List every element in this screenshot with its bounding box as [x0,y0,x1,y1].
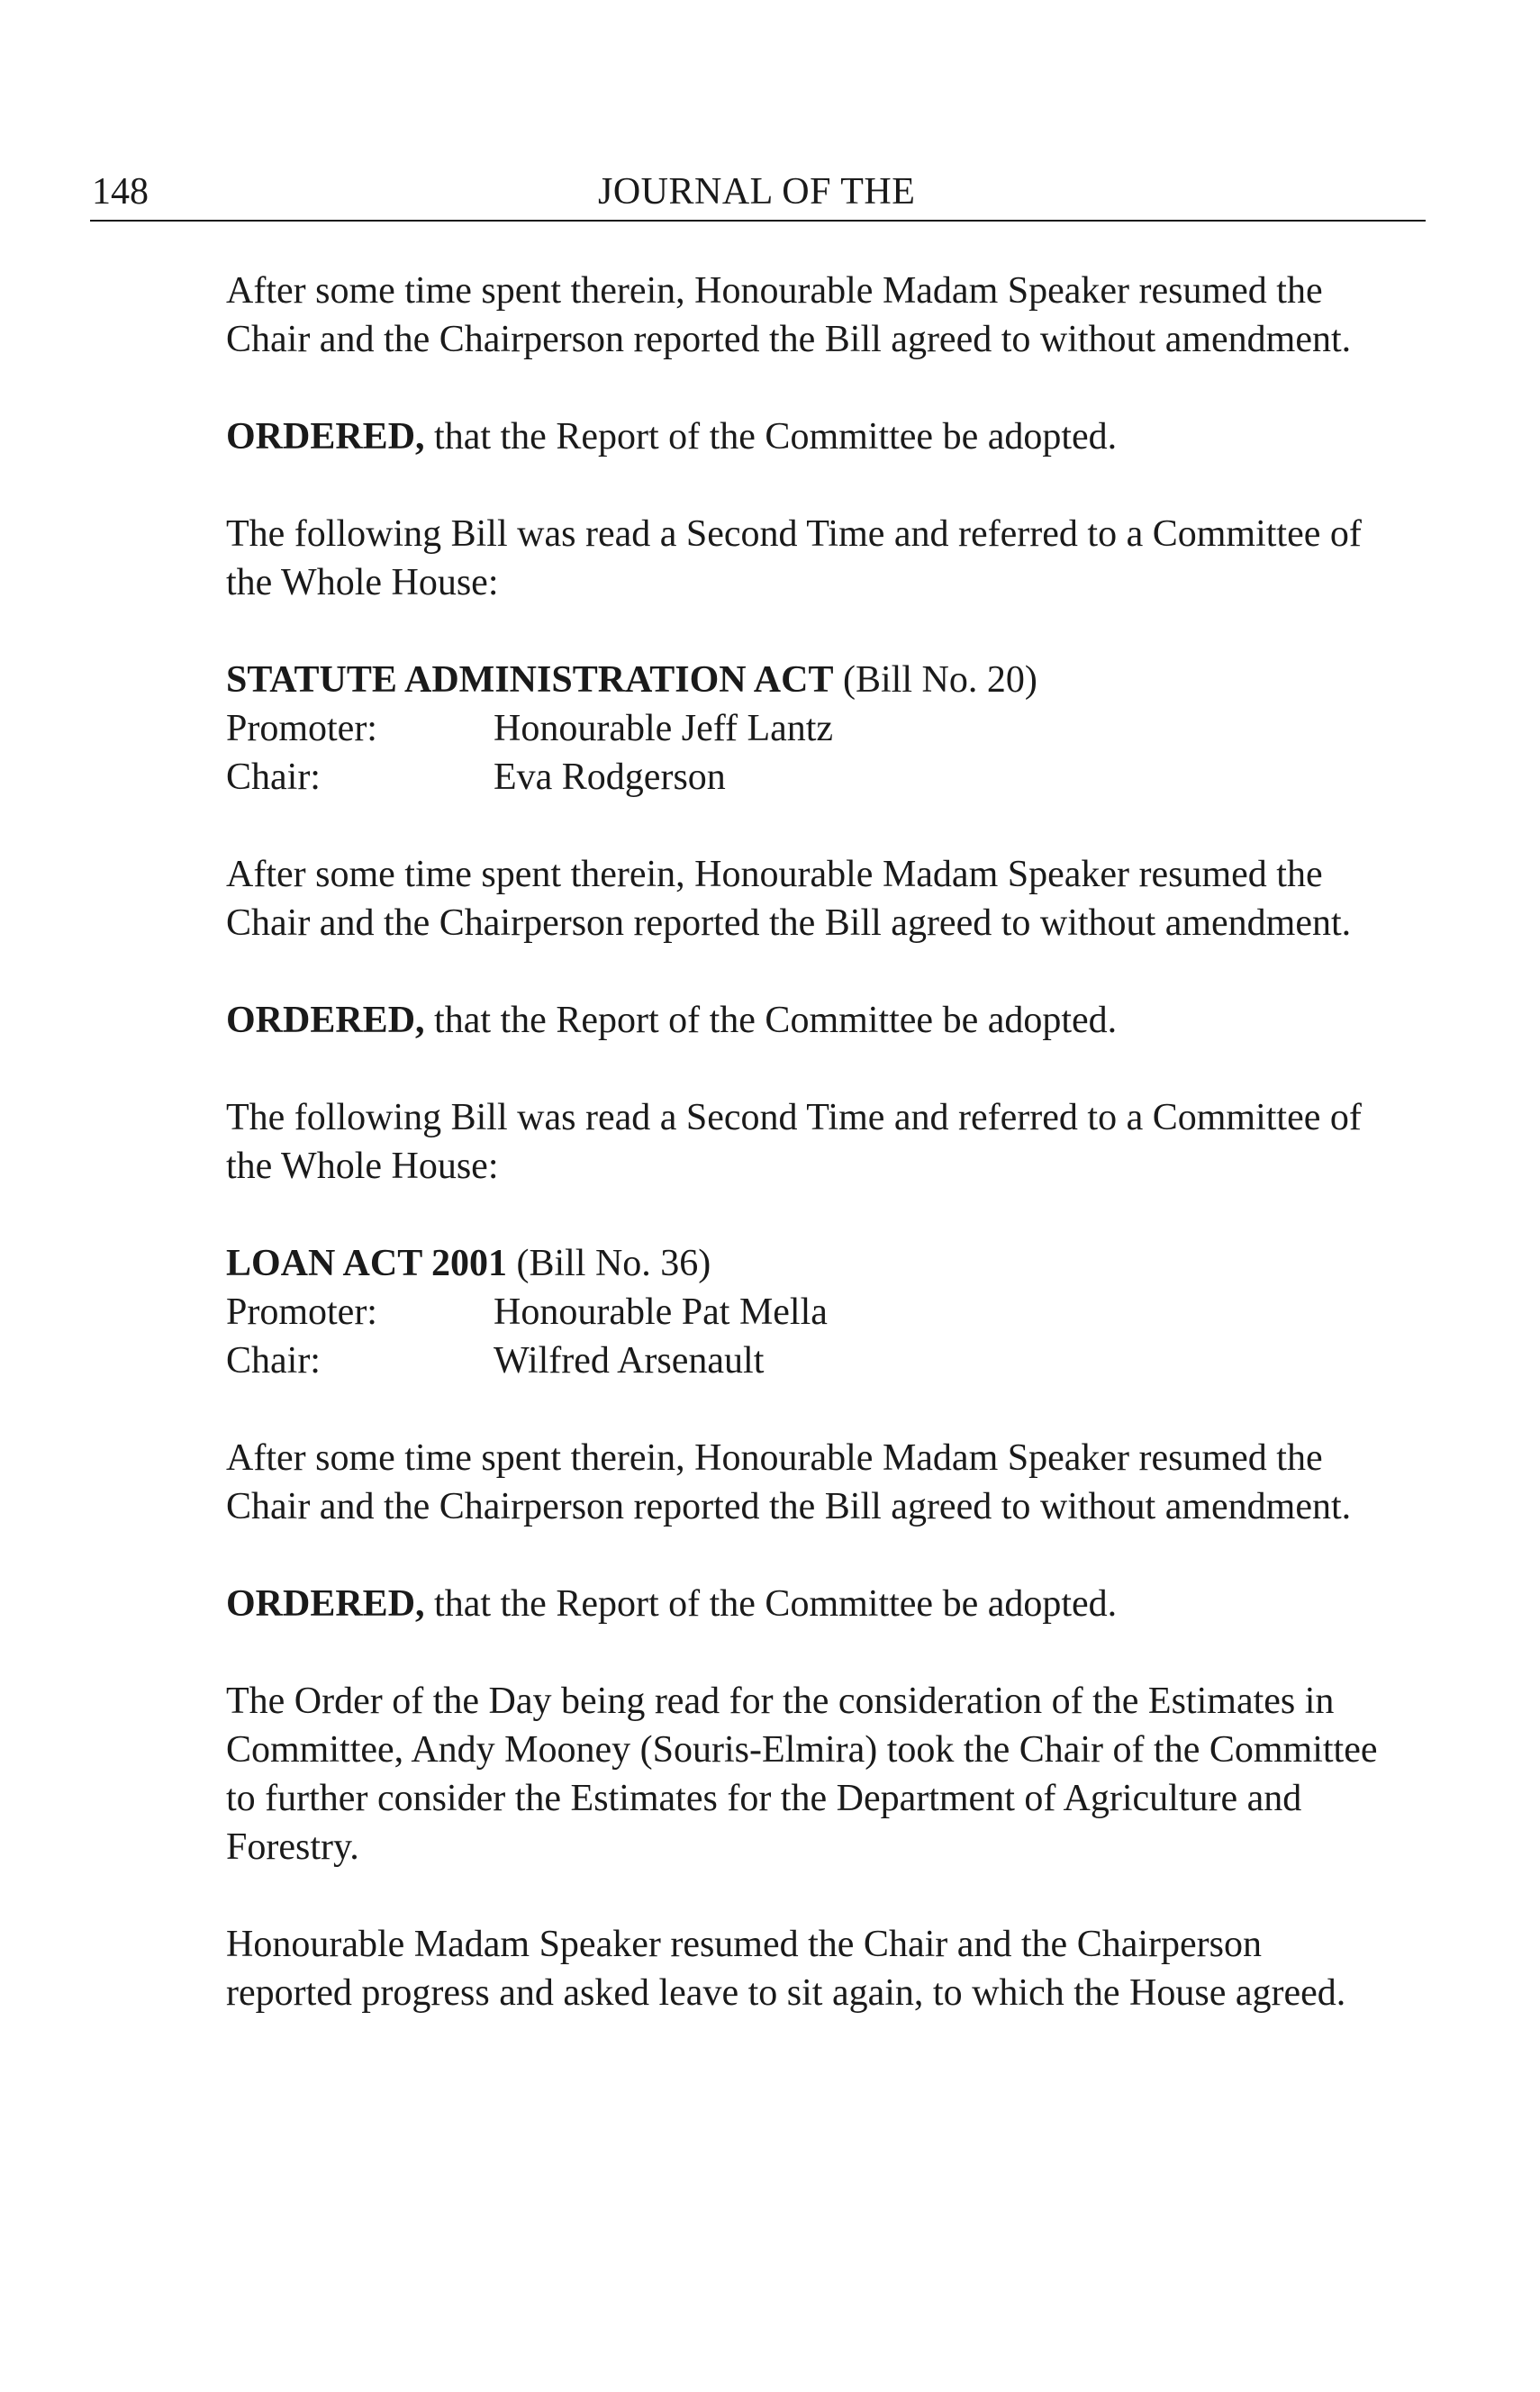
paragraph-line: Chair and the Chairperson reported the Bill agreed to without amendment. [226,902,1352,944]
ordered-text: that the Report of the Committee be adopted. [424,416,1118,458]
ordered-label: ORDERED, [226,416,425,458]
paragraph-line: Chair and the Chairperson reported the Bill agreed to without amendment. [226,1486,1352,1527]
estimates-paragraph [226,1677,1426,1871]
chair-name: Eva Rodgerson [494,757,726,798]
paragraph-line: The following Bill was read a Second Time and referred to a Committee of [226,1097,1362,1138]
progress-paragraph [226,1920,1426,2017]
committee-report-paragraph [226,1434,1426,1531]
bill-entry [226,656,1426,802]
running-head [90,168,1426,222]
paragraph-line: The Order of the Day being read for the consideration of the Estimates in [226,1681,1335,1722]
promoter-label: Promoter: [226,708,377,749]
ordered-label: ORDERED, [226,1000,425,1041]
paragraph-line: reported progress and asked leave to sit again, to which the House agreed. [226,1972,1346,2014]
ordered-paragraph [226,996,1426,1045]
chair-name: Wilfred Arsenault [494,1340,765,1382]
bill-title: STATUTE ADMINISTRATION ACT [226,659,834,701]
bill-promoter-row [226,1288,1426,1336]
paragraph-line: Forestry. [226,1826,359,1868]
second-reading-paragraph [226,1093,1426,1191]
ordered-label: ORDERED, [226,1583,425,1625]
paragraph-line: Committee, Andy Mooney (Souris-Elmira) took the Chair of the Committee [226,1729,1378,1771]
ordered-text: that the Report of the Committee be adopted. [424,1583,1118,1625]
bill-heading [226,656,1426,704]
second-reading-paragraph [226,510,1426,607]
paragraph-line: Honourable Madam Speaker resumed the Chair and the Chairperson [226,1924,1262,1965]
bill-heading [226,1239,1426,1288]
paragraph-line: the Whole House: [226,1146,499,1187]
bill-title: LOAN ACT 2001 [226,1243,507,1284]
chair-label: Chair: [226,757,321,798]
bill-entry [226,1239,1426,1385]
ordered-paragraph [226,1580,1426,1628]
bill-promoter-row [226,704,1426,753]
paragraph-line: After some time spent therein, Honourable Madam Speaker resumed the [226,1437,1323,1479]
committee-report-paragraph [226,267,1426,364]
promoter-name: Honourable Pat Mella [494,1291,828,1333]
paragraph-line: The following Bill was read a Second Time and referred to a Committee of [226,513,1362,555]
ordered-paragraph [226,412,1426,461]
promoter-name: Honourable Jeff Lantz [494,708,834,749]
journal-title: JOURNAL OF THE [598,171,916,213]
paragraph-line: Chair and the Chairperson reported the Bill agreed to without amendment. [226,319,1352,360]
paragraph-line: to further consider the Estimates for the Department of Agriculture and [226,1778,1302,1819]
paragraph-line: After some time spent therein, Honourable Madam Speaker resumed the [226,854,1323,895]
page-number: 148 [92,171,149,213]
bill-chair-row [226,1336,1426,1385]
bill-number: (Bill No. 36) [506,1243,711,1284]
bill-number: (Bill No. 20) [833,659,1037,701]
committee-report-paragraph [226,850,1426,947]
journal-body [226,267,1426,2017]
paragraph-line: After some time spent therein, Honourable Madam Speaker resumed the [226,270,1323,312]
promoter-label: Promoter: [226,1291,377,1333]
bill-chair-row [226,753,1426,802]
chair-label: Chair: [226,1340,321,1382]
paragraph-line: the Whole House: [226,562,499,603]
ordered-text: that the Report of the Committee be adopted. [424,1000,1118,1041]
